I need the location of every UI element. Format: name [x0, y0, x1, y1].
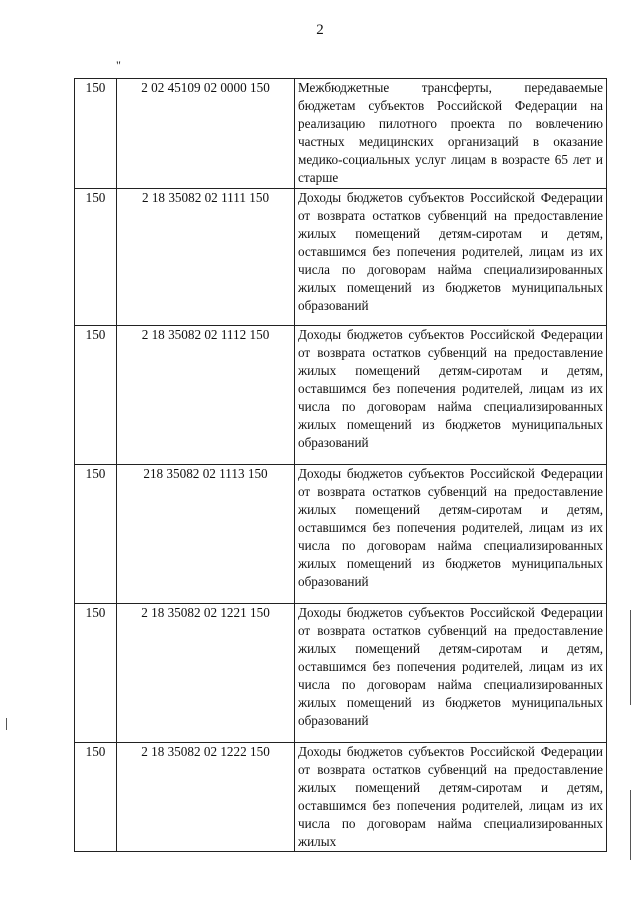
admin-code-cell: 150 [75, 603, 117, 742]
budget-code-cell: 2 18 35082 02 1112 150 [117, 325, 295, 464]
table-row [75, 464, 607, 603]
budget-code-cell: 218 35082 02 1113 150 [117, 464, 295, 603]
table-row [75, 79, 607, 189]
description-cell: Доходы бюджетов субъектов Российской Федерации от возврата остатков субвенций на предоставление жилых помещений детям-сиротам и детям, оставшимся без попечения родителей, лицам из их числа по договорам найма специализированных жилых помещений из бюджетов муниципальных образований [295, 603, 607, 742]
table-row [75, 603, 607, 742]
table-row [75, 325, 607, 464]
admin-code-cell: 150 [75, 464, 117, 603]
budget-code-cell: 2 18 35082 02 1111 150 [117, 188, 295, 325]
revenue-codes-table [74, 78, 607, 852]
opening-quote-mark: " [116, 58, 121, 72]
budget-code-cell: 2 18 35082 02 1221 150 [117, 603, 295, 742]
admin-code-cell: 150 [75, 325, 117, 464]
scan-margin-mark [630, 610, 631, 705]
description-cell: Доходы бюджетов субъектов Российской Федерации от возврата остатков субвенций на предоставление жилых помещений детям-сиротам и детям, оставшимся без попечения родителей, лицам из их числа по договорам найма специализированных жилых [295, 742, 607, 852]
admin-code-cell: 150 [75, 188, 117, 325]
budget-code-cell: 2 18 35082 02 1222 150 [117, 742, 295, 852]
table-row [75, 188, 607, 325]
description-cell: Доходы бюджетов субъектов Российской Федерации от возврата остатков субвенций на предоставление жилых помещений детям-сиротам и детям, оставшимся без попечения родителей, лицам из их числа по договорам найма специализированных жилых помещений из бюджетов муниципальных образований [295, 188, 607, 325]
scan-margin-mark [6, 718, 7, 730]
description-cell: Доходы бюджетов субъектов Российской Федерации от возврата остатков субвенций на предоставление жилых помещений детям-сиротам и детям, оставшимся без попечения родителей, лицам из их числа по договорам найма специализированных жилых помещений из бюджетов муниципальных образований [295, 325, 607, 464]
description-cell: Доходы бюджетов субъектов Российской Федерации от возврата остатков субвенций на предоставление жилых помещений детям-сиротам и детям, оставшимся без попечения родителей, лицам из их числа по договорам найма специализированных жилых помещений из бюджетов муниципальных образований [295, 464, 607, 603]
description-cell: Межбюджетные трансферты, передаваемые бюджетам субъектов Российской Федерации на реализацию пилотного проекта по вовлечению частных медицинских организаций в оказание медико-социальных услуг лицам в возрасте 65 лет и старше [295, 79, 607, 189]
table-row [75, 742, 607, 852]
budget-code-cell: 2 02 45109 02 0000 150 [117, 79, 295, 189]
admin-code-cell: 150 [75, 742, 117, 852]
scan-margin-mark [630, 790, 631, 860]
admin-code-cell: 150 [75, 79, 117, 189]
page-number: 2 [316, 22, 324, 38]
